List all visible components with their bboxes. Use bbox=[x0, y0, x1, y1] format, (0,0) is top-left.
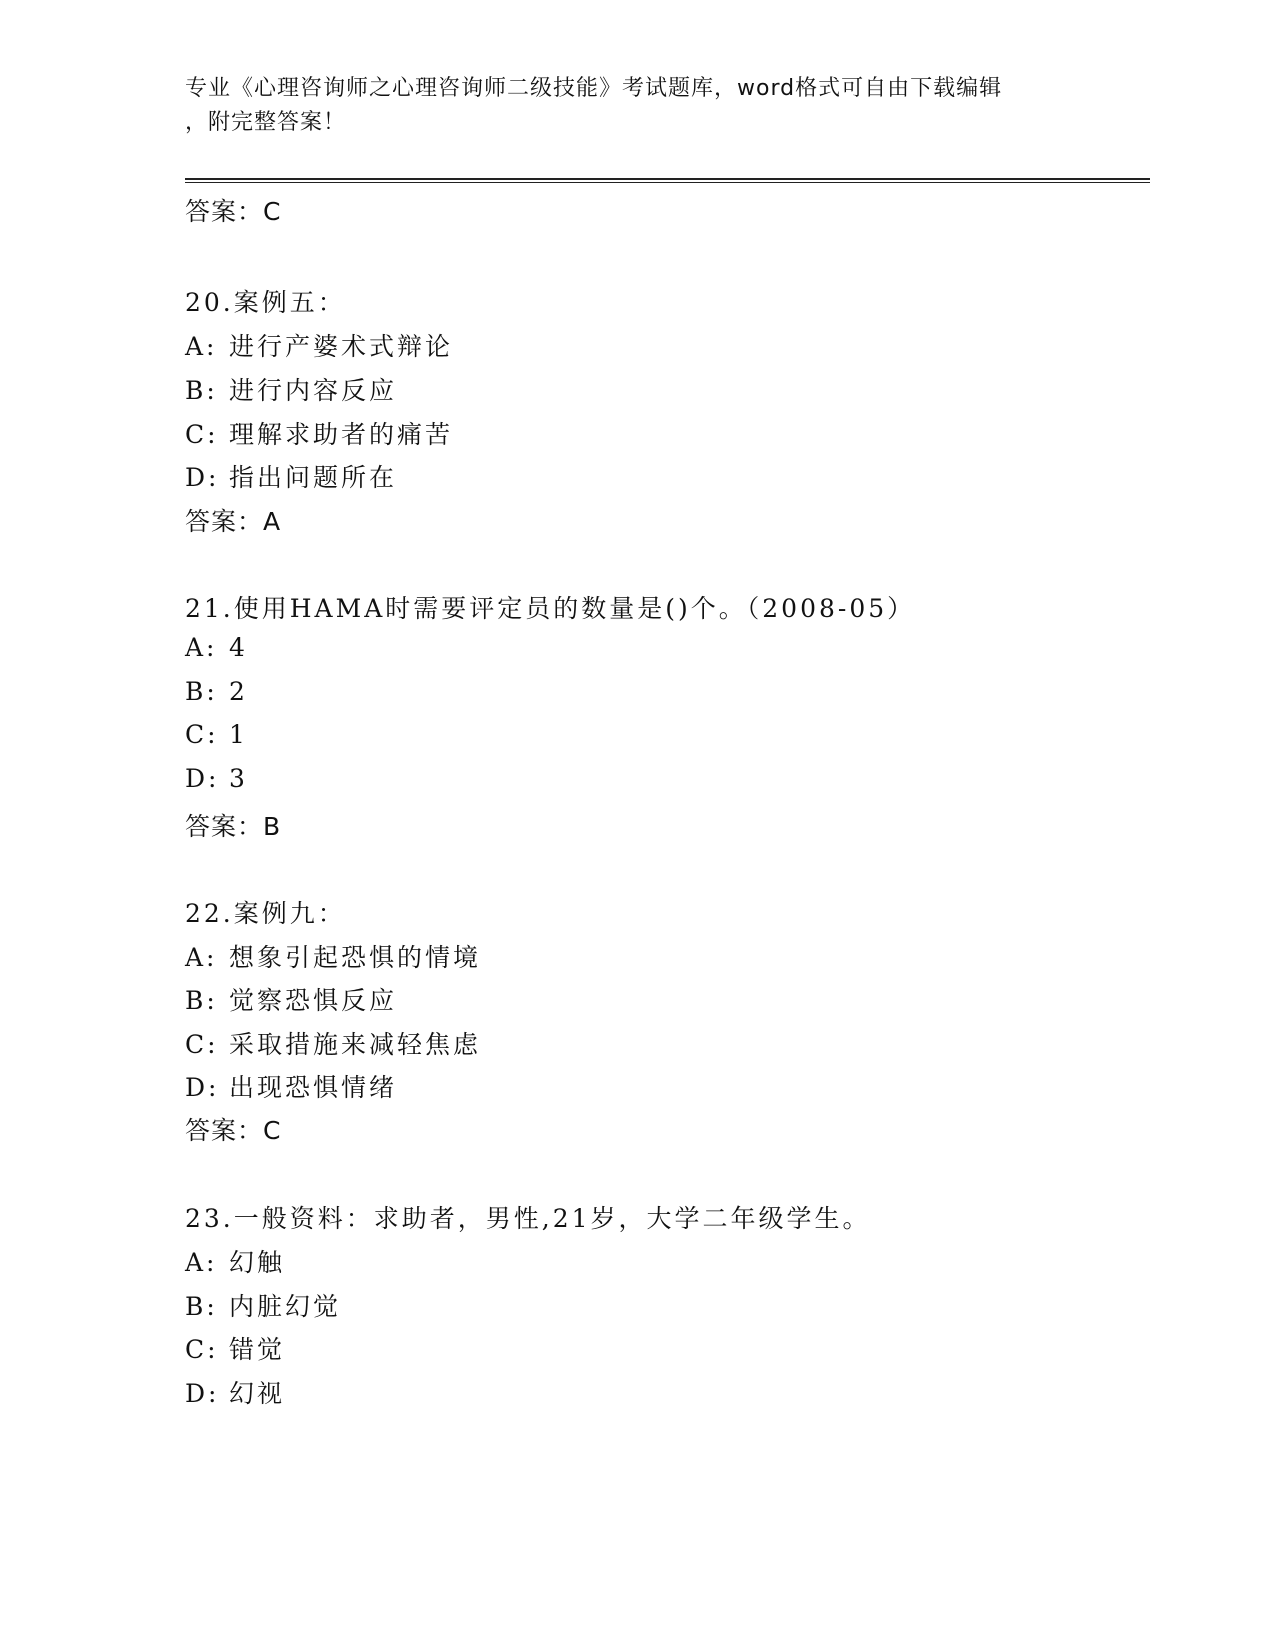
option-letter: C: bbox=[185, 420, 219, 449]
document-header bbox=[185, 72, 1065, 140]
header-line-2: ，附完整答案！ bbox=[185, 110, 347, 135]
option-item bbox=[185, 720, 248, 749]
option-letter: D: bbox=[185, 463, 220, 492]
option-item bbox=[185, 1068, 397, 1104]
option-text: 内脏幻觉 bbox=[229, 1292, 342, 1321]
option-letter: B: bbox=[185, 677, 218, 706]
option-text: 进行产婆术式辩论 bbox=[229, 332, 454, 361]
option-text: 错觉 bbox=[229, 1335, 286, 1364]
option-text: 幻视 bbox=[229, 1379, 286, 1408]
question-title: 23.一般资料：求助者，男性,21岁，大学二年级学生。 bbox=[185, 1204, 871, 1233]
question-title: 22.案例九： bbox=[185, 899, 346, 928]
option-item bbox=[185, 1243, 285, 1279]
option-letter: C: bbox=[185, 1030, 219, 1059]
option-text: 觉察恐惧反应 bbox=[229, 986, 398, 1015]
answer-line: 答案：B bbox=[185, 812, 282, 841]
option-text: 理解求助者的痛苦 bbox=[229, 420, 454, 449]
answer-line: 答案：C bbox=[185, 197, 282, 226]
question-title: 21.使用HAMA时需要评定员的数量是()个。（2008-05） bbox=[185, 594, 916, 623]
option-item bbox=[185, 981, 397, 1017]
option-item bbox=[185, 458, 397, 494]
option-text: 出现恐惧情绪 bbox=[229, 1073, 398, 1102]
option-letter: A: bbox=[185, 332, 218, 361]
option-letter: A: bbox=[185, 633, 218, 662]
option-letter: A: bbox=[185, 1248, 218, 1277]
header-divider-thin bbox=[185, 182, 1150, 183]
answer-line: 答案：A bbox=[185, 507, 282, 536]
option-text: 进行内容反应 bbox=[229, 376, 398, 405]
question-title: 20.案例五： bbox=[185, 288, 346, 317]
option-letter: A: bbox=[185, 943, 218, 972]
option-item bbox=[185, 415, 453, 451]
option-letter: B: bbox=[185, 1292, 218, 1321]
option-item bbox=[185, 677, 248, 706]
option-text: 采取措施来减轻焦虑 bbox=[229, 1030, 482, 1059]
option-item bbox=[185, 1025, 481, 1061]
option-letter: D: bbox=[185, 764, 220, 793]
option-letter: B: bbox=[185, 986, 218, 1015]
option-text: 3 bbox=[229, 764, 248, 793]
option-item bbox=[185, 764, 248, 793]
option-text: 想象引起恐惧的情境 bbox=[229, 943, 482, 972]
option-item bbox=[185, 633, 248, 662]
option-letter: C: bbox=[185, 720, 219, 749]
header-divider-thick bbox=[185, 178, 1150, 180]
option-text: 4 bbox=[229, 633, 248, 662]
option-item bbox=[185, 1374, 285, 1410]
option-letter: D: bbox=[185, 1379, 220, 1408]
header-line-1: 专业《心理咨询师之心理咨询师二级技能》考试题库，word格式可自由下载编辑 bbox=[185, 76, 1003, 101]
answer-line: 答案：C bbox=[185, 1116, 282, 1145]
option-letter: B: bbox=[185, 376, 218, 405]
option-item bbox=[185, 938, 481, 974]
option-text: 幻触 bbox=[229, 1248, 286, 1277]
option-text: 指出问题所在 bbox=[229, 463, 398, 492]
option-item bbox=[185, 327, 453, 363]
option-text: 1 bbox=[229, 720, 248, 749]
option-item bbox=[185, 1330, 285, 1366]
option-text: 2 bbox=[229, 677, 248, 706]
option-letter: C: bbox=[185, 1335, 219, 1364]
option-item bbox=[185, 371, 397, 407]
option-letter: D: bbox=[185, 1073, 220, 1102]
option-item bbox=[185, 1287, 341, 1323]
